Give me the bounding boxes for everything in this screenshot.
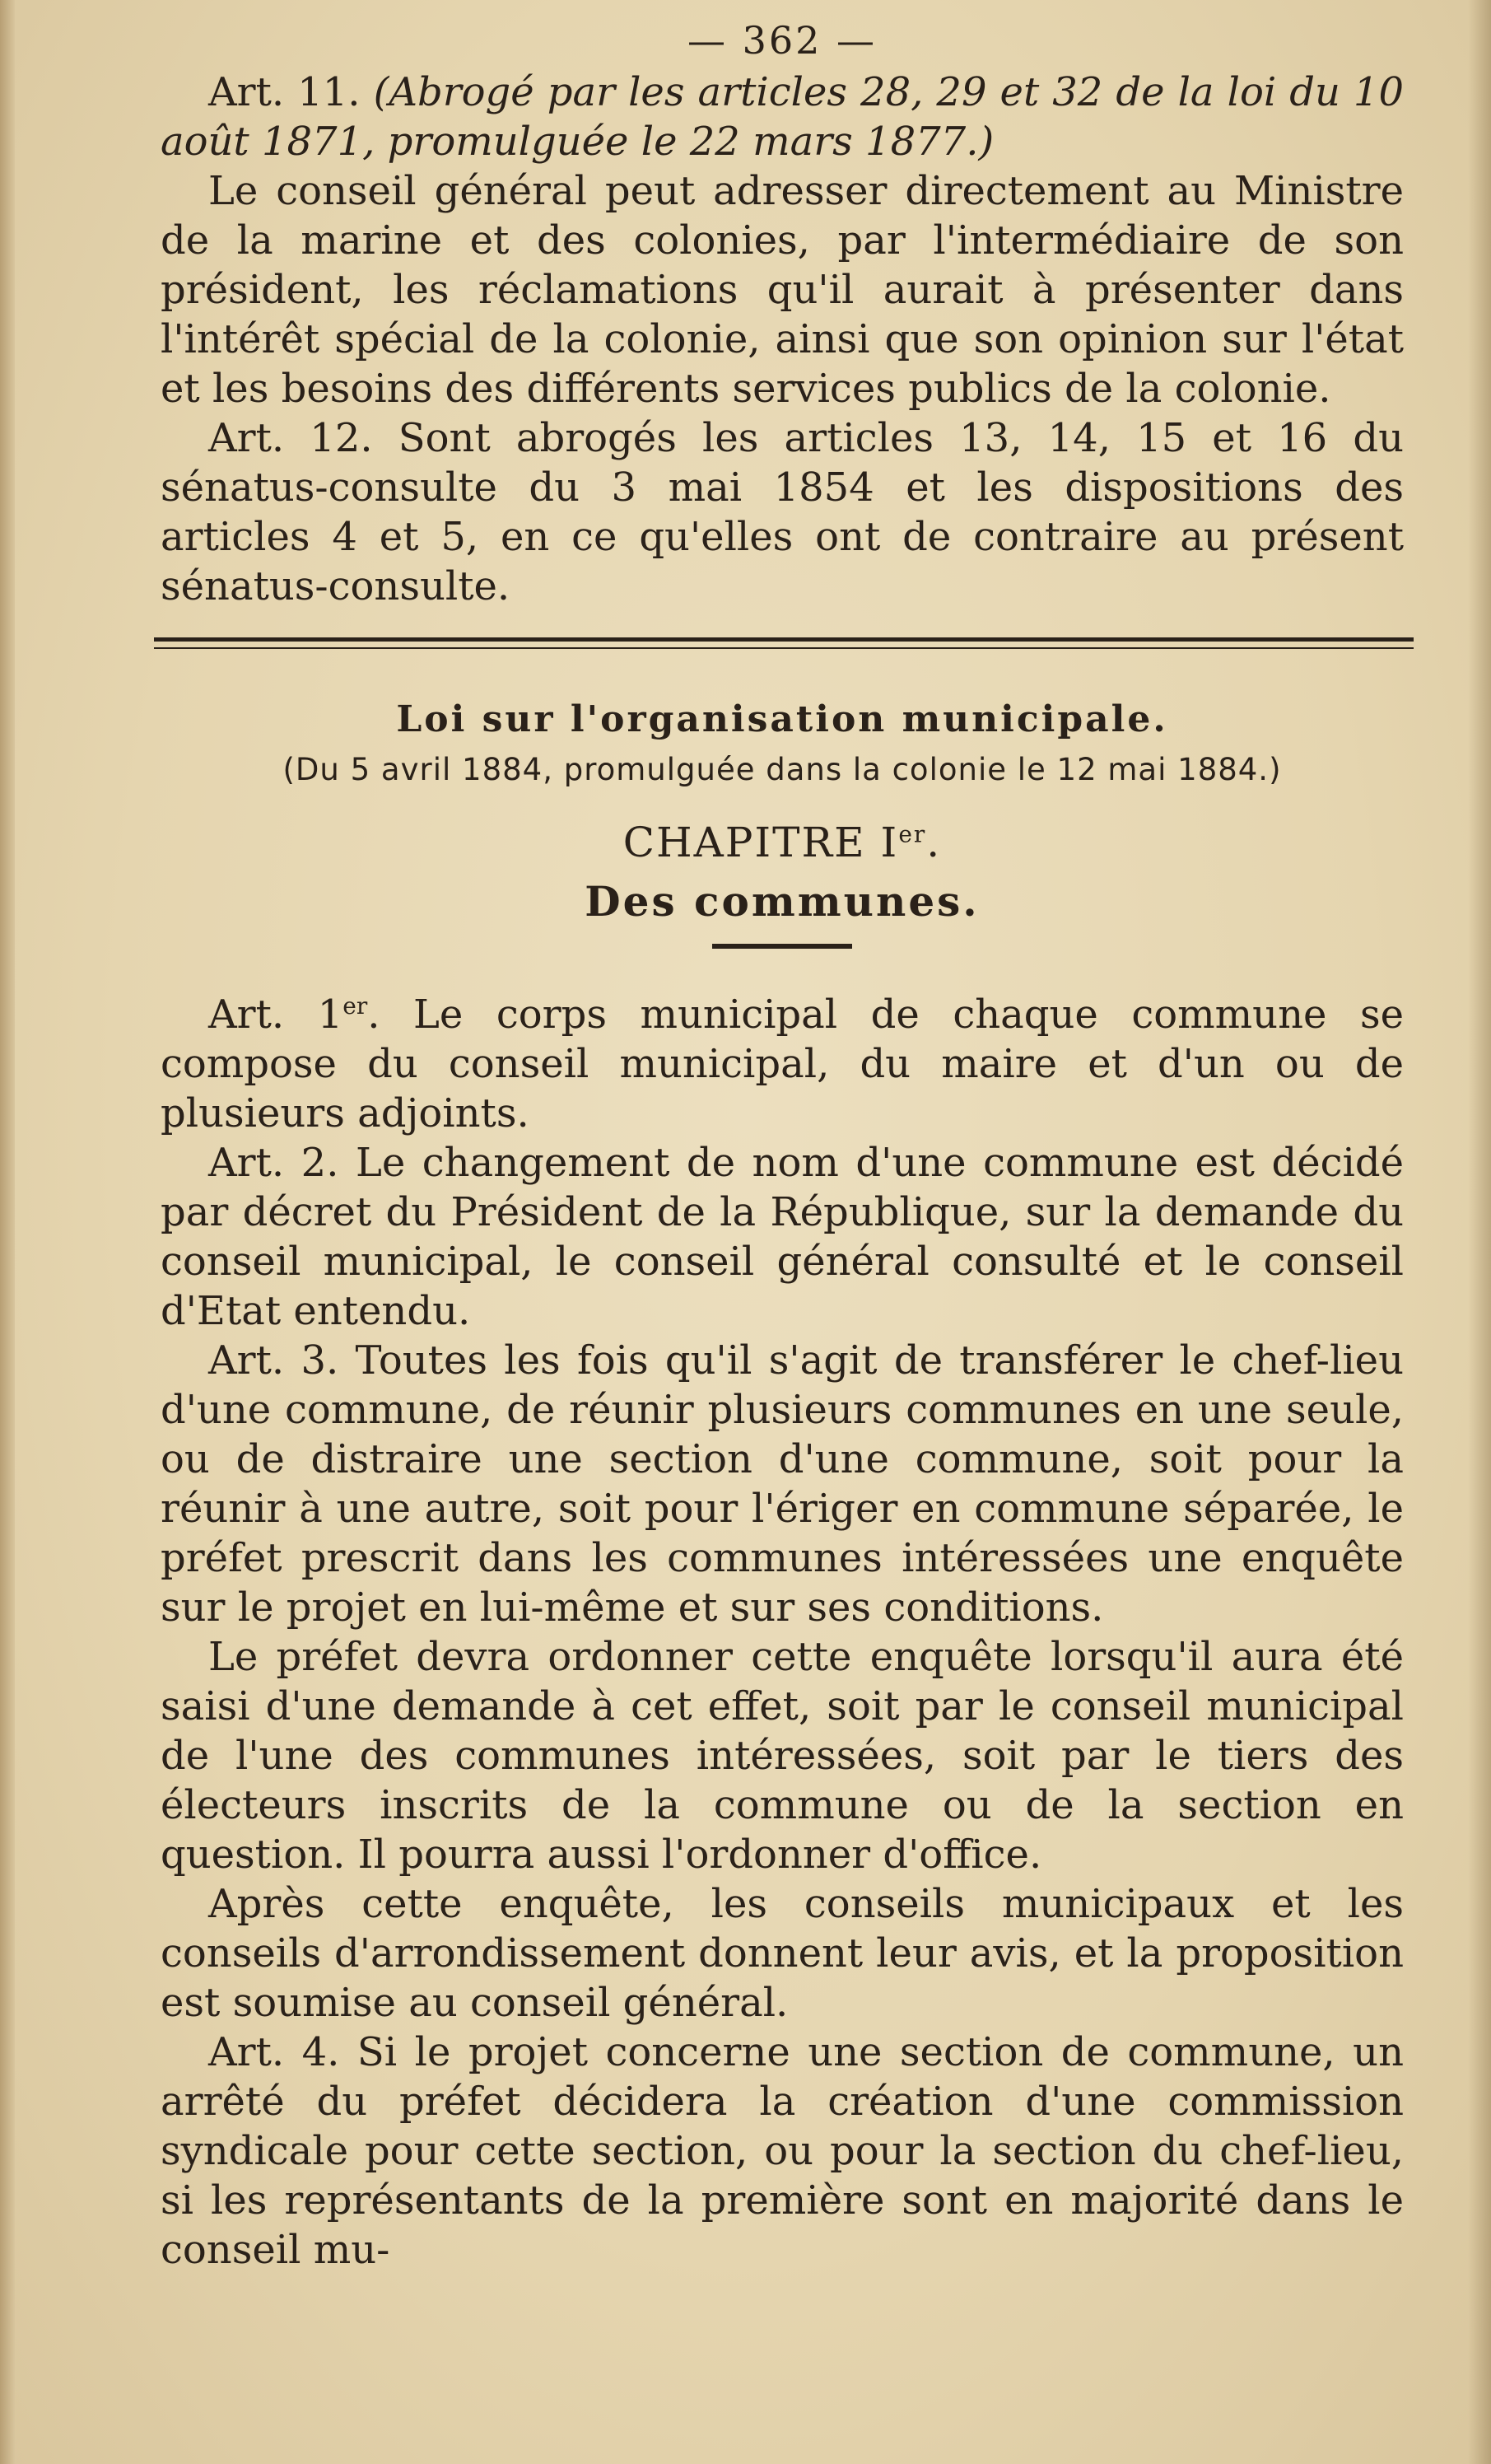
article-2: Art. 2. Le changement de nom d'une commune est décidé par décret du Président de la République, sur la demande du conseil municipal, le conseil général consulté et le conseil d'Etat entendu. — [161, 1140, 1404, 1334]
chapter-title: CHAPITRE I — [622, 819, 899, 866]
article-1-text: . Le corps municipal de chaque commune se compose du conseil municipal, du maire et d'un ou de plusieurs adjoints. — [161, 992, 1405, 1136]
section-divider — [154, 637, 1414, 649]
article-11-label: Art. 11. — [208, 69, 361, 115]
chapter-heading — [161, 819, 1404, 866]
article-1-superscript: er — [342, 992, 368, 1020]
binding-edge — [0, 0, 15, 2464]
chapter-subtitle: Des communes. — [585, 877, 980, 926]
law-promulgation-date: (Du 5 avril 1884, promulguée dans la colonie le 12 mai 1884.) — [282, 752, 1282, 787]
article-3: Art. 3. Toutes les fois qu'il s'agit de transférer le chef-lieu d'une commune, de réunir plusieurs communes en une seule, ou de distraire une section d'une commune, soit pour la réunir à une autre, soit pour l'ériger en commune séparée, le préfet prescrit dans les communes intéressées une enquête sur le projet en lui-même et sur ses conditions. — [161, 1337, 1404, 1631]
article-1 — [161, 990, 1404, 1138]
chapter-title-end: . — [926, 819, 942, 866]
article-11-header — [161, 68, 1404, 166]
article-3-paragraph-3: Après cette enquête, les conseils municipaux et les conseils d'arrondissement donnent leur avis, et la proposition est soumise au conseil général. — [161, 1881, 1404, 2026]
law-title: Loi sur l'organisation municipale. — [396, 698, 1168, 740]
page-edge-shadow — [1468, 0, 1491, 2464]
page-number: — 362 — — [687, 18, 878, 63]
chapter-rule — [712, 944, 852, 949]
article-1-label: Art. 1 — [208, 992, 343, 1038]
article-11-text: Le conseil général peut adresser directement au Ministre de la marine et des colonies, par l'intermédiaire de son président, les réclamations qu'il aurait à présenter dans l'intérêt spécial de la colonie, ainsi que son opinion sur l'état et les besoins des différents services publics de la colonie. — [161, 168, 1404, 412]
chapter-title-superscript: er — [898, 820, 927, 848]
article-12-text: Art. 12. Sont abrogés les articles 13, 14, 15 et 16 du sénatus-consulte du 3 mai 1854 et les dispositions des articles 4 et 5, en ce qu'elles ont de contraire au présent sénatus-consulte. — [161, 415, 1404, 609]
article-4: Art. 4. Si le projet concerne une section de commune, un arrêté du préfet décidera la création d'une commission syndicale pour cette section, ou pour la section du chef-lieu, si les représentants de la première sont en majorité dans le conseil mu- — [161, 2029, 1404, 2273]
page-content — [161, 18, 1404, 2275]
article-3-paragraph-2: Le préfet devra ordonner cette enquête lorsqu'il aura été saisi d'une demande à cet effet, soit par le conseil municipal de l'une des communes intéressées, soit par le tiers des électeurs inscrits de la commune ou de la section en question. Il pourra aussi l'ordonner d'office. — [161, 1634, 1404, 1878]
article-11-abrogation-note: (Abrogé par les articles 28, 29 et 32 de la loi du 10 août 1871, promulguée le 22 mars 1877.) — [161, 69, 1405, 165]
